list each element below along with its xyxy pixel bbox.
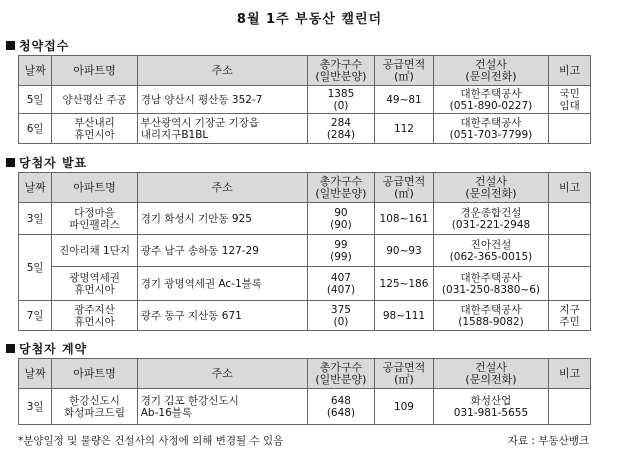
builder-cell (433, 267, 549, 301)
address-header: 주소 (137, 56, 307, 86)
units-line: 407 (330, 271, 351, 284)
apt-header: 아파트명 (52, 173, 137, 203)
table-row (19, 267, 591, 301)
apartment-line: 양산평산 주공 (62, 93, 127, 106)
address-cell (137, 86, 307, 114)
note-line: 국민 (559, 87, 580, 100)
builder-line: (051-703-7799) (449, 128, 533, 141)
builder-line: 031-981-5655 (453, 406, 529, 419)
units-line: (0) (333, 99, 349, 112)
builder-line: (031-250-8380~6) (441, 283, 540, 296)
units-line: (90) (330, 218, 352, 231)
date-cell: 5일 (19, 235, 52, 301)
builder-line: 대한주택공사 (460, 303, 522, 316)
address-line: 내리지구B1BL (140, 128, 209, 141)
square-bullet-icon (6, 41, 15, 50)
builder-line: 대한주택공사 (460, 116, 522, 129)
note-cell (549, 389, 591, 425)
apartment-cell (52, 267, 137, 301)
table-row (19, 235, 591, 267)
date-cell: 5일 (19, 86, 52, 114)
units-line: 375 (330, 303, 351, 316)
builder-cell (433, 389, 549, 425)
builder-header: 건설사 (문의전화) (433, 173, 549, 203)
apartment-line: 한강신도시 (69, 394, 120, 407)
table-header-row (19, 359, 591, 389)
builder-line: 대한주택공사 (460, 271, 522, 284)
date-header: 날짜 (19, 56, 52, 86)
area-cell: 98~111 (375, 301, 433, 331)
address-cell (137, 235, 307, 267)
area-cell: 125~186 (375, 267, 433, 301)
apartment-line: 휴먼시아 (74, 128, 115, 141)
apartment-line: 파인팰리스 (69, 218, 120, 231)
apartment-line: 휴먼시아 (74, 315, 115, 328)
note-cell (549, 301, 591, 331)
builder-line: (1588-9082) (458, 315, 524, 328)
square-bullet-icon (6, 158, 15, 167)
units-line: 648 (330, 394, 351, 407)
address-line: 광주 남구 송하동 127-29 (140, 244, 259, 257)
units-cell (307, 301, 375, 331)
builder-line: 경운종합건설 (460, 206, 522, 219)
units-line: (407) (326, 283, 356, 296)
apartment-line: 부산내리 (74, 116, 115, 129)
date-cell: 7일 (19, 301, 52, 331)
note-cell (549, 203, 591, 235)
contract-table (18, 358, 591, 425)
address-line: 경기 화성시 기안동 925 (140, 212, 252, 225)
subscription-table (18, 55, 591, 144)
address-header: 주소 (137, 173, 307, 203)
section-title-winners: 당첨자 발표 (6, 154, 87, 171)
builder-line: 대한주택공사 (460, 87, 522, 100)
units-line: (99) (330, 250, 352, 263)
units-cell (307, 235, 375, 267)
units-header: 총가구수 (일반분양) (307, 359, 375, 389)
square-bullet-icon (6, 344, 15, 353)
units-line: 1385 (327, 87, 355, 100)
area-cell: 109 (375, 389, 433, 425)
builder-cell (433, 301, 549, 331)
apartment-cell (52, 114, 137, 144)
apt-header: 아파트명 (52, 359, 137, 389)
address-header: 주소 (137, 359, 307, 389)
area-header: 공급면적 (㎡) (375, 173, 433, 203)
date-cell: 6일 (19, 114, 52, 144)
date-header: 날짜 (19, 359, 52, 389)
area-cell: 49~81 (375, 86, 433, 114)
units-header: 총가구수 (일반분양) (307, 56, 375, 86)
builder-line: 진아건설 (470, 238, 512, 251)
address-cell (137, 203, 307, 235)
units-cell (307, 267, 375, 301)
builder-cell (433, 203, 549, 235)
apartment-cell (52, 203, 137, 235)
area-cell: 90~93 (375, 235, 433, 267)
note-line: 임대 (559, 99, 580, 112)
address-cell (137, 389, 307, 425)
footer-source: 자료 : 부동산뱅크 (507, 435, 589, 447)
note-cell (549, 114, 591, 144)
date-cell: 3일 (19, 389, 52, 425)
builder-line: (031-221-2948 (451, 218, 531, 231)
address-line: 부산광역시 기장군 기장읍 (140, 116, 259, 129)
builder-cell (433, 114, 549, 144)
section-title-subscription: 청약접수 (6, 37, 69, 54)
builder-header: 건설사 (문의전화) (433, 56, 549, 86)
area-cell: 112 (375, 114, 433, 144)
units-cell (307, 203, 375, 235)
area-header: 공급면적 (㎡) (375, 359, 433, 389)
table-row (19, 203, 591, 235)
apartment-line: 화성파크드림 (64, 406, 125, 419)
table-row (19, 301, 591, 331)
note-header: 비고 (549, 56, 591, 86)
apt-header: 아파트명 (52, 56, 137, 86)
note-cell (549, 86, 591, 114)
note-header: 비고 (549, 359, 591, 389)
address-line: 경남 양산시 평산동 352-7 (140, 93, 263, 106)
address-line: 경기 김포 한강신도시 (140, 394, 239, 407)
units-line: (284) (326, 128, 356, 141)
apartment-cell (52, 389, 137, 425)
page-title: 8월 1주 부동산 캘린더 (236, 12, 383, 27)
units-cell (307, 389, 375, 425)
area-header: 공급면적 (㎡) (375, 56, 433, 86)
units-line: 99 (334, 238, 348, 251)
date-cell: 3일 (19, 203, 52, 235)
table-header-row (19, 56, 591, 86)
note-line: 주민 (559, 315, 580, 328)
note-cell (549, 235, 591, 267)
footer-note: *분양일정 및 물량은 건설사의 사정에 의해 변경될 수 있음 (18, 435, 284, 447)
address-cell (137, 114, 307, 144)
table-row (19, 114, 591, 144)
builder-cell (433, 86, 549, 114)
builder-line: (051-890-0227) (449, 99, 533, 112)
builder-header: 건설사 (문의전화) (433, 359, 549, 389)
units-line: 284 (330, 116, 351, 129)
note-line: 지구 (559, 303, 580, 316)
address-cell (137, 267, 307, 301)
units-cell (307, 86, 375, 114)
address-line: 광주 동구 지산동 671 (140, 309, 242, 322)
apartment-line: 광명역세권 (69, 271, 120, 284)
date-header: 날짜 (19, 173, 52, 203)
apartment-cell (52, 86, 137, 114)
units-cell (307, 114, 375, 144)
table-row (19, 86, 591, 114)
builder-line: 화성산업 (470, 394, 512, 407)
winners-table (18, 172, 591, 331)
units-line: (648) (326, 406, 356, 419)
units-line: (0) (333, 315, 349, 328)
apartment-cell (52, 301, 137, 331)
address-line: 경기 광명역세권 Ac-1블록 (140, 277, 262, 290)
apartment-cell (52, 235, 137, 267)
table-header-row (19, 173, 591, 203)
section-title-contract: 당첨자 계약 (6, 340, 87, 357)
units-header: 총가구수 (일반분양) (307, 173, 375, 203)
apartment-line: 휴먼시아 (74, 283, 115, 296)
apartment-line: 진아리채 1단지 (59, 244, 130, 257)
builder-cell (433, 235, 549, 267)
address-line: Ab-16블록 (140, 406, 193, 419)
area-cell: 108~161 (375, 203, 433, 235)
builder-line: (062-365-0015) (449, 250, 533, 263)
address-cell (137, 301, 307, 331)
apartment-line: 다정마을 (74, 206, 115, 219)
note-header: 비고 (549, 173, 591, 203)
units-line: 90 (334, 206, 348, 219)
note-cell (549, 267, 591, 301)
apartment-line: 광주지산 (74, 303, 115, 316)
table-row (19, 389, 591, 425)
